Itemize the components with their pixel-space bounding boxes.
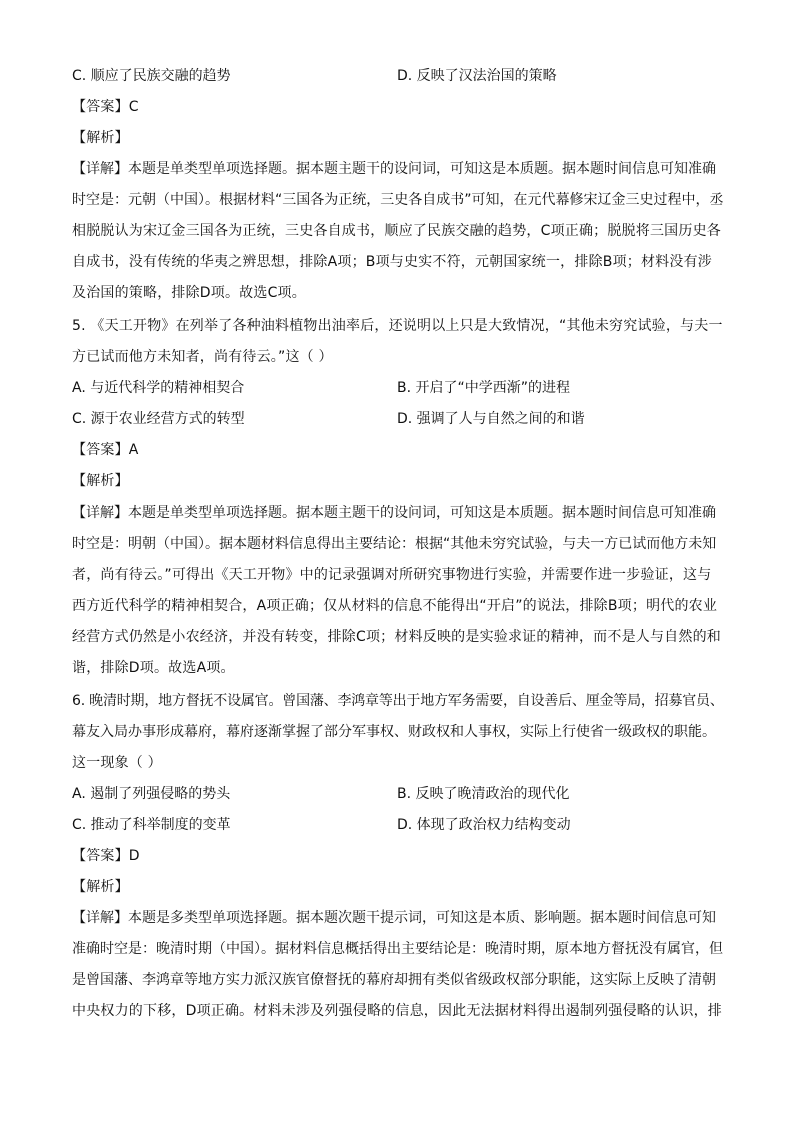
- q4-detail-line: 时空是：元朝（中国）。根据材料“三国各为正统，三史各自成书”可知，在元代幕修宋辽金三史过程中，丞: [72, 192, 724, 208]
- q5-answer: 【答案】A: [72, 442, 139, 458]
- q6-detail-line: 【详解】本题是多类型单项选择题。据本题次题干提示词，可知这是本质、影响题。据本题时间信息可知: [72, 910, 716, 926]
- q6-answer: 【答案】D: [72, 848, 140, 864]
- q6-detail-line: 准确时空是：晚清时期（中国）。据材料信息概括得出主要结论是：晚清时期，原本地方督抚没有属官，但: [72, 941, 723, 957]
- q5-detail-line: 经营方式仍然是小农经济，并没有转变，排除C项；材料反映的是实验求证的精神，而不是人与自然的和: [72, 629, 721, 645]
- q4-answer: 【答案】C: [72, 99, 139, 115]
- q5-option-d: D. 强调了人与自然之间的和谐: [397, 411, 585, 427]
- q6-detail-line: 中央权力的下移，D项正确。材料未涉及列强侵略的信息，因此无法据材料得出遏制列强侵略的认识，排: [72, 1003, 722, 1019]
- q5-stem-line: 5. 《天工开物》在列举了各种油料植物出油率后，还说明以上只是大致情况，“其他未穷究试验，与夫一: [72, 318, 723, 334]
- q5-detail-line: 谐，排除D项。故选A项。: [72, 660, 235, 676]
- q4-detail-line: 【详解】本题是单类型单项选择题。据本题主题干的设问词，可知这是本质题。据本题时间信息可知准确: [72, 161, 716, 177]
- q6-stem-line: 幕友入局办事形成幕府，幕府逐渐掌握了部分军事权、财政权和人事权，实际上行使省一级政权的职能。: [72, 724, 716, 740]
- q4-option-c: C. 顺应了民族交融的趋势: [72, 68, 231, 84]
- q5-stem-line: 方已试而他方未知者，尚有待云。”这（ ）: [72, 349, 333, 365]
- q6-option-a: A. 遏制了列强侵略的势头: [72, 786, 231, 802]
- q6-stem-line: 这一现象（ ）: [72, 755, 162, 771]
- q4-analysis-label: 【解析】: [72, 130, 129, 146]
- q6-stem-line: 6. 晚清时期，地方督抚不设属官。曾国藩、李鸿章等出于地方军务需要，自设善后、厘金等局，招募官员、: [72, 693, 724, 709]
- q5-analysis-label: 【解析】: [72, 473, 129, 489]
- q5-detail-line: 【详解】本题是单类型单项选择题。据本题主题干的设问词，可知这是本质题。据本题时间信息可知准确: [72, 505, 716, 521]
- q6-detail-line: 是曾国藩、李鸿章等地方实力派汉族官僚督抚的幕府却拥有类似省级政权部分职能，这实际上反映了清朝: [72, 972, 716, 988]
- q4-detail-line: 自成书，没有传统的华夷之辨思想，排除A项；B项与史实不符，元朝国家统一，排除B项；材料没有涉: [72, 254, 712, 270]
- q5-detail-line: 西方近代科学的精神相契合，A项正确；仅从材料的信息不能得出“开启”的说法，排除B项；明代的农业: [72, 598, 718, 614]
- q4-detail-line: 相脱脱认为宋辽金三国各为正统，三史各自成书，顺应了民族交融的趋势，C项正确；脱脱将三国历史各: [72, 223, 721, 239]
- q5-detail-line: 时空是：明朝（中国）。据本题材料信息得出主要结论：根据“其他未穷究试验，与夫一方已试而他方未知: [72, 536, 717, 552]
- q5-option-b: B. 开启了“中学西渐”的进程: [397, 380, 571, 396]
- q6-option-b: B. 反映了晚清政治的现代化: [397, 786, 570, 802]
- q6-option-c: C. 推动了科举制度的变革: [72, 817, 231, 833]
- q6-option-d: D. 体现了政治权力结构变动: [397, 817, 571, 833]
- q4-option-d: D. 反映了汉法治国的策略: [397, 68, 557, 84]
- q5-option-a: A. 与近代科学的精神相契合: [72, 380, 245, 396]
- q5-detail-line: 者，尚有待云。”可得出《天工开物》中的记录强调对所研究事物进行实验，并需要作进一步验证，这与: [72, 567, 712, 583]
- q4-detail-line: 及治国的策略，排除D项。故选C项。: [72, 285, 306, 301]
- q5-option-c: C. 源于农业经营方式的转型: [72, 411, 245, 427]
- q6-analysis-label: 【解析】: [72, 879, 129, 895]
